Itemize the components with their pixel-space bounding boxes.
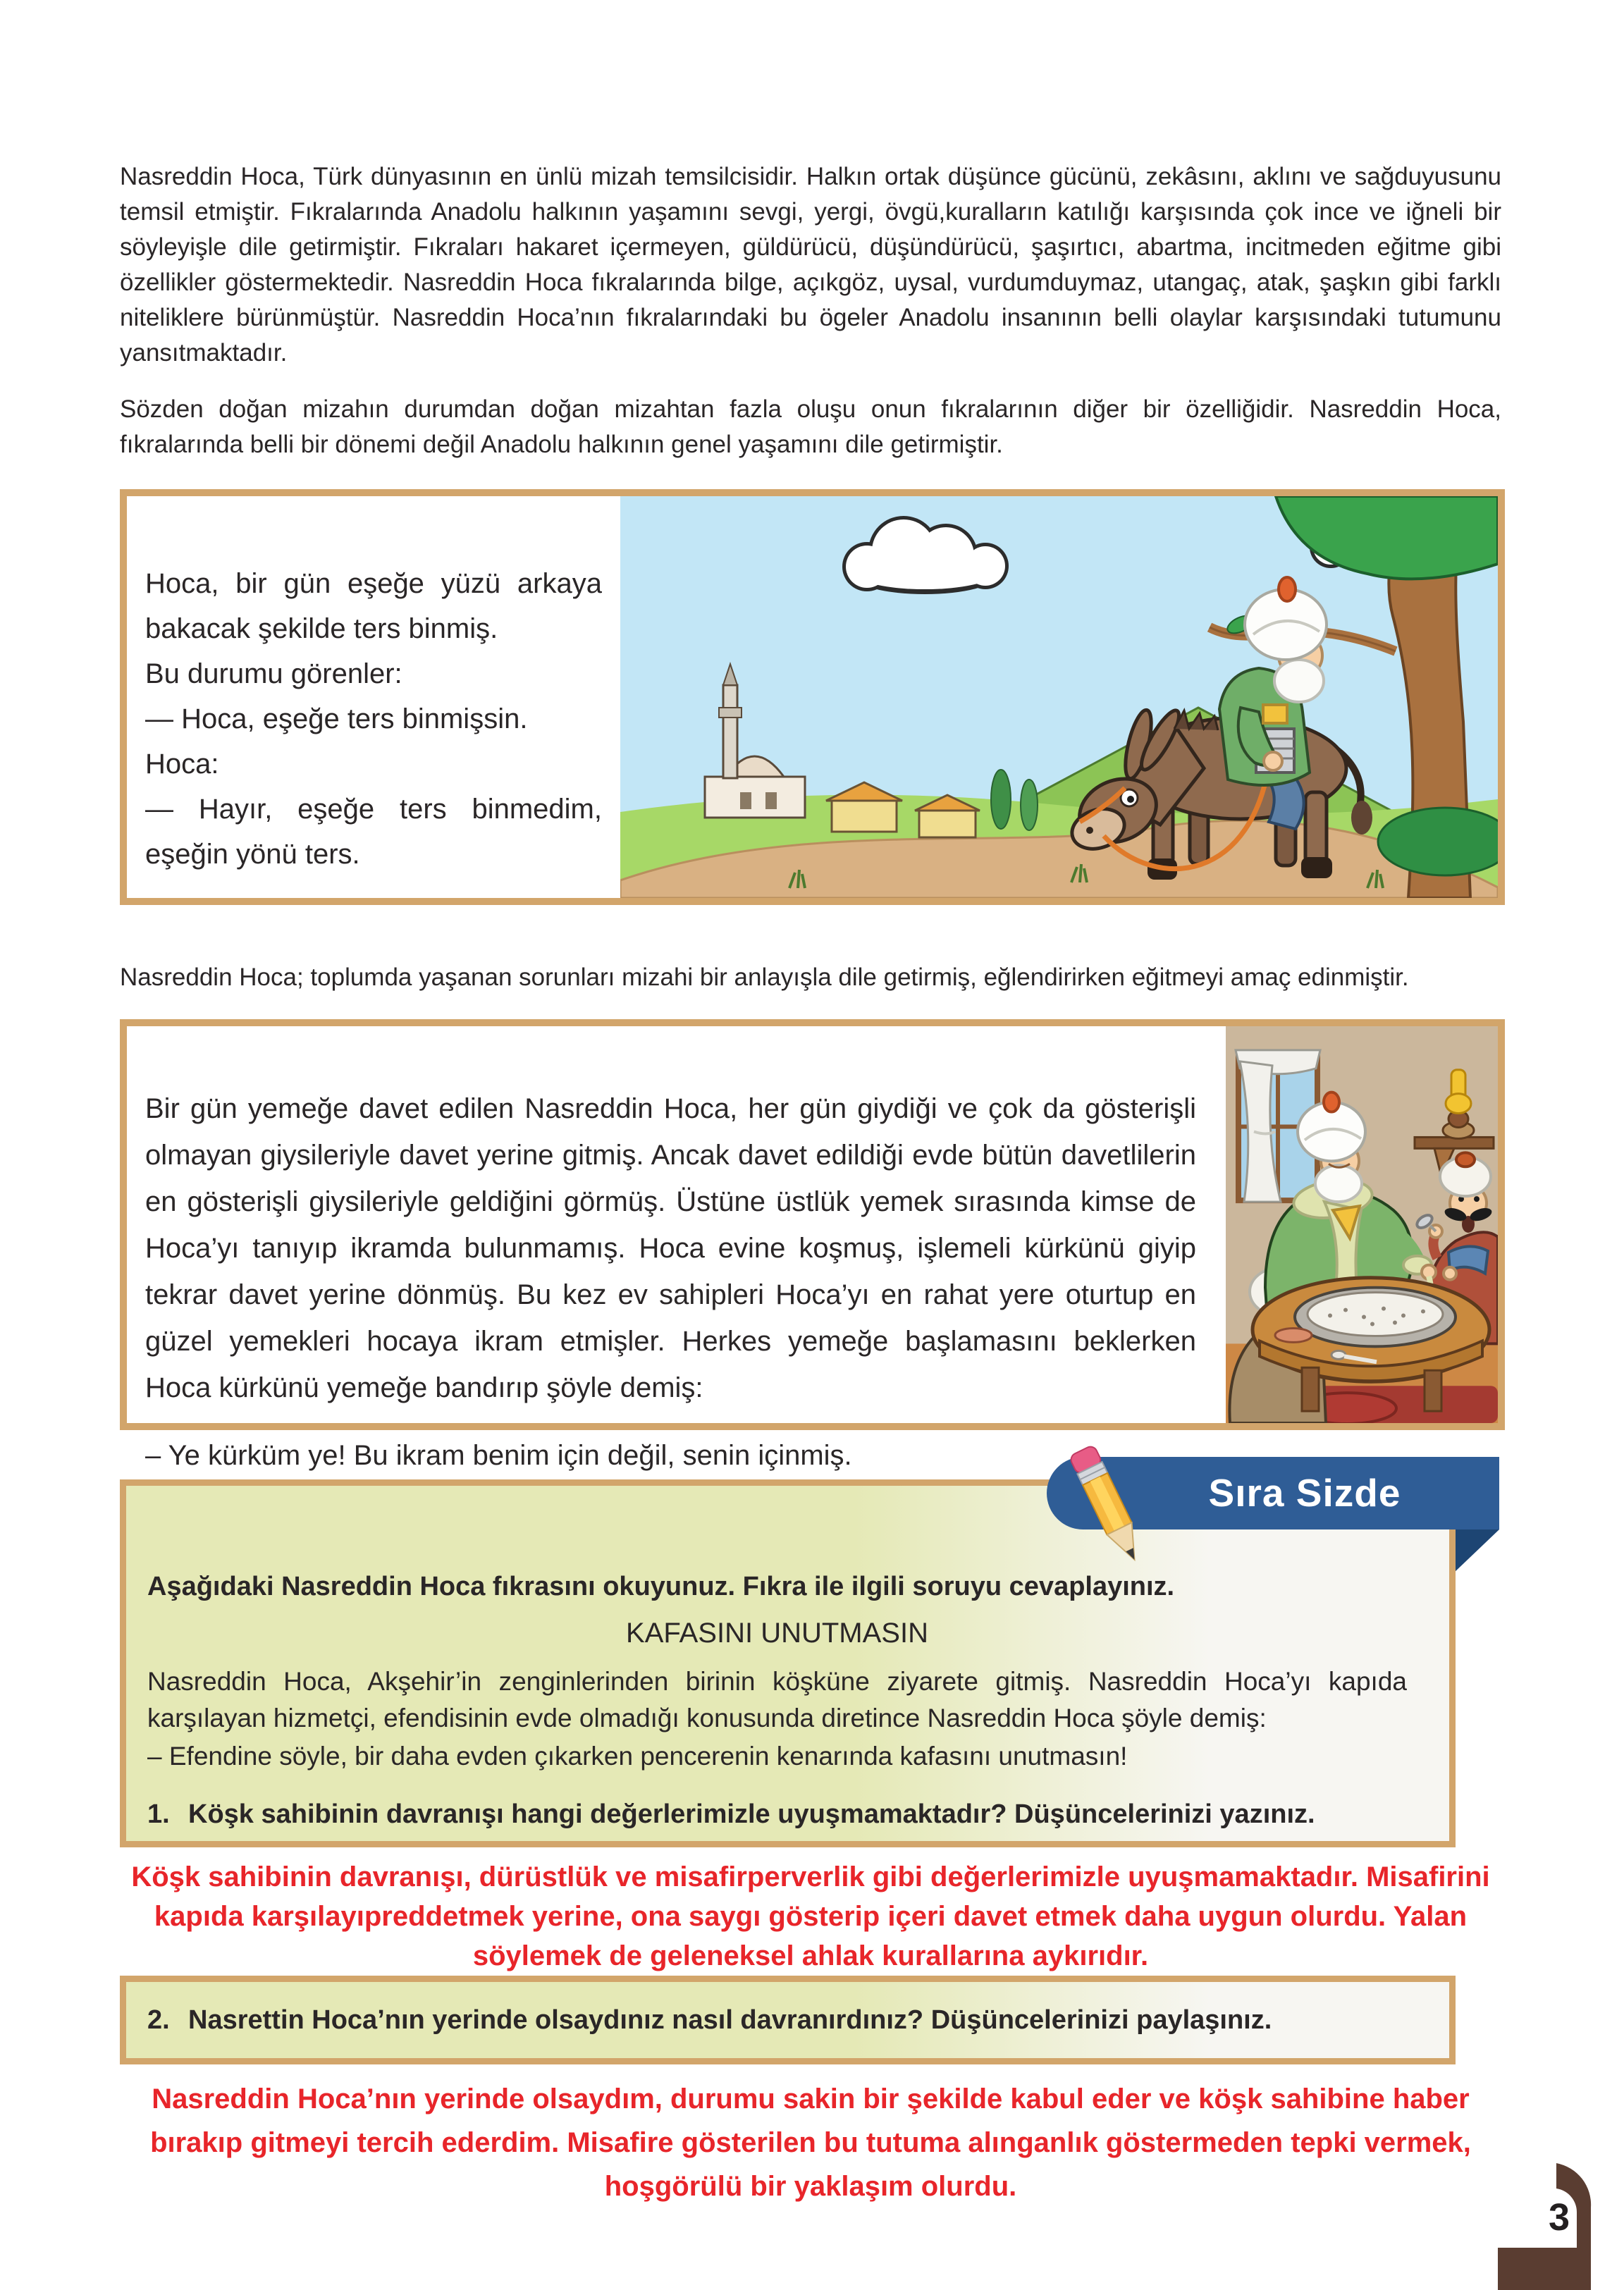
between-paragraph: Nasreddin Hoca; toplumda yaşanan sorunları mizahi bir anlayışla dile getirmiş, eğlendirirken eğitmeyi amaç edinmiştir.	[120, 964, 1409, 991]
exercise-box-2	[120, 1976, 1456, 2064]
exercise-story-quote: – Efendine söyle, bir daha evden çıkarken pencerenin kenarında kafasını unutmasın!	[147, 1742, 1128, 1771]
story-box-furcoat	[120, 1019, 1505, 1471]
story-paragraph: Bir gün yemeğe davet edilen Nasreddin Hoca, her gün giydiği ve çok da gösterişli olmayan giysileriyle davet yerine gitmiş. Ancak davet edildiği evde bütün davetlilerin en gösterişli giysileriyle geldiğini görmüş. Üstüne üstlük yemek sırasında kimse de Hoca’yı tanıyıp ikramda bulunmamış. Hoca evine koşmuş, işlemeli kürkünü giyip tekrar davet yerine dönmüş. Bu kez ev sahipleri Hoca’yı en rahat yere oturtup en güzel yemekleri hocaya ikram etmişler. Herkes yemeğe başlamasını beklerken Hoca kürkünü yemeğe bandırıp şöyle demiş:	[145, 1093, 1196, 1403]
story-quote: – Ye kürküm ye! Bu ikram benim için değil, senin içinmiş.	[145, 1440, 852, 1471]
dinner-scene-illustration	[1226, 1026, 1498, 1423]
story-line: Hoca, bir gün eşeğe yüzü arkaya bakacak şekilde ters binmiş.	[145, 568, 602, 644]
intro-paragraph-2: Sözden doğan mizahın durumdan doğan mizahtan fazla oluşu onun fıkralarının diğer bir özelliğidir. Nasreddin Hoca, fıkralarında belli bir dönemi değil Anadolu halkının genel yaşamını dile getirmiştir.	[120, 395, 1501, 458]
story-line: Bu durumu görenler:	[145, 658, 402, 689]
story-box-donkey	[120, 489, 1505, 905]
exercise-box	[120, 1479, 1456, 1847]
exercise-story: Nasreddin Hoca, Akşehir’in zenginlerinden birinin köşküne ziyarete gitmiş. Nasreddin Hoca’yı kapıda karşılayan hizmetçi, efendisinin evde olmadığı konusunda diretince Nasreddin Hoca şöyle demiş:	[147, 1667, 1407, 1732]
sira-sizde-section	[120, 1471, 1490, 2208]
story-line: — Hoca, eşeğe ters binmişsin.	[145, 703, 528, 734]
donkey-scene-illustration	[620, 496, 1498, 898]
story-line: Hoca:	[145, 749, 219, 780]
page-corner-decoration	[1483, 2114, 1624, 2290]
question-2	[147, 2002, 1407, 2038]
exercise-instruction: Aşağıdaki Nasreddin Hoca fıkrasını okuyunuz. Fıkra ile ilgili soruyu cevaplayınız.	[147, 1572, 1175, 1601]
banner-fold	[1453, 1529, 1499, 1573]
exercise-story-title: KAFASINI UNUTMASIN	[626, 1618, 928, 1649]
story-furcoat-text	[127, 1026, 1226, 1471]
intro-paragraph-1: Nasreddin Hoca, Türk dünyasının en ünlü mizah temsilcisidir. Halkın ortak düşünce gücünü, zekâsını, aklını ve sağduyusunu temsil etmiştir. Fıkralarında Anadolu halkının yaşamını sevgi, yergi, övgü,kuralların katılığı karşısında çok ince ve iğneli bir söyleyişle dile getirmiştir. Fıkraları hakaret içermeyen, güldürücü, düşündürücü, şaşırtıcı, abartma, incitmeden eğitme gibi özellikler göstermektedir. Nasreddin Hoca fıkralarında bilge, açıkgöz, uysal, vurdumduymaz, utangaç, atak, şaşkın gibi farklı niteliklere bürünmüştür. Nasreddin Hoca’nın fıkralarındaki bu ögeler Anadolu insanının belli olaylar karşısındaki tutumunu yansıtmaktadır.	[120, 163, 1501, 367]
story-donkey-text	[127, 496, 620, 898]
sira-sizde-banner	[1047, 1457, 1499, 1529]
page-number: 3	[1548, 2196, 1570, 2239]
question-1	[147, 1796, 1407, 1833]
handwritten-answer-1: Köşk sahibinin davranışı, dürüstlük ve misafirperverlik gibi değerlerimizle uyuşmamaktadır. Misafirini kapıda karşılayıpreddetmek yerine, ona saygı gösterip içeri davet etmek daha uygun olurdu. Yalan söylemek de geleneksel ahlak kurallarına aykırıdır.	[131, 1861, 1490, 1971]
story-line: — Hayır, eşeğe ters binmedim, eşeğin yönü ters.	[145, 794, 602, 870]
question-2-number: 2.	[147, 2005, 170, 2035]
sira-sizde-label: Sıra Sizde	[1208, 1471, 1401, 1515]
question-1-number: 1.	[147, 1799, 170, 1829]
handwritten-answer-2: Nasreddin Hoca’nın yerinde olsaydım, durumu sakin bir şekilde kabul eder ve köşk sahibine haber bırakıp gitmeyi tercih ederdim. Misafire gösterilen bu tutuma alınganlık göstermeden tepki vermek, hoşgörülü bir yaklaşım olurdu.	[150, 2083, 1471, 2202]
question-1-text: Köşk sahibinin davranışı hangi değerlerimizle uyuşmamaktadır? Düşüncelerinizi yazınız.	[188, 1799, 1315, 1829]
question-2-text: Nasrettin Hoca’nın yerinde olsaydınız nasıl davranırdınız? Düşüncelerinizi paylaşınız.	[188, 2005, 1272, 2035]
